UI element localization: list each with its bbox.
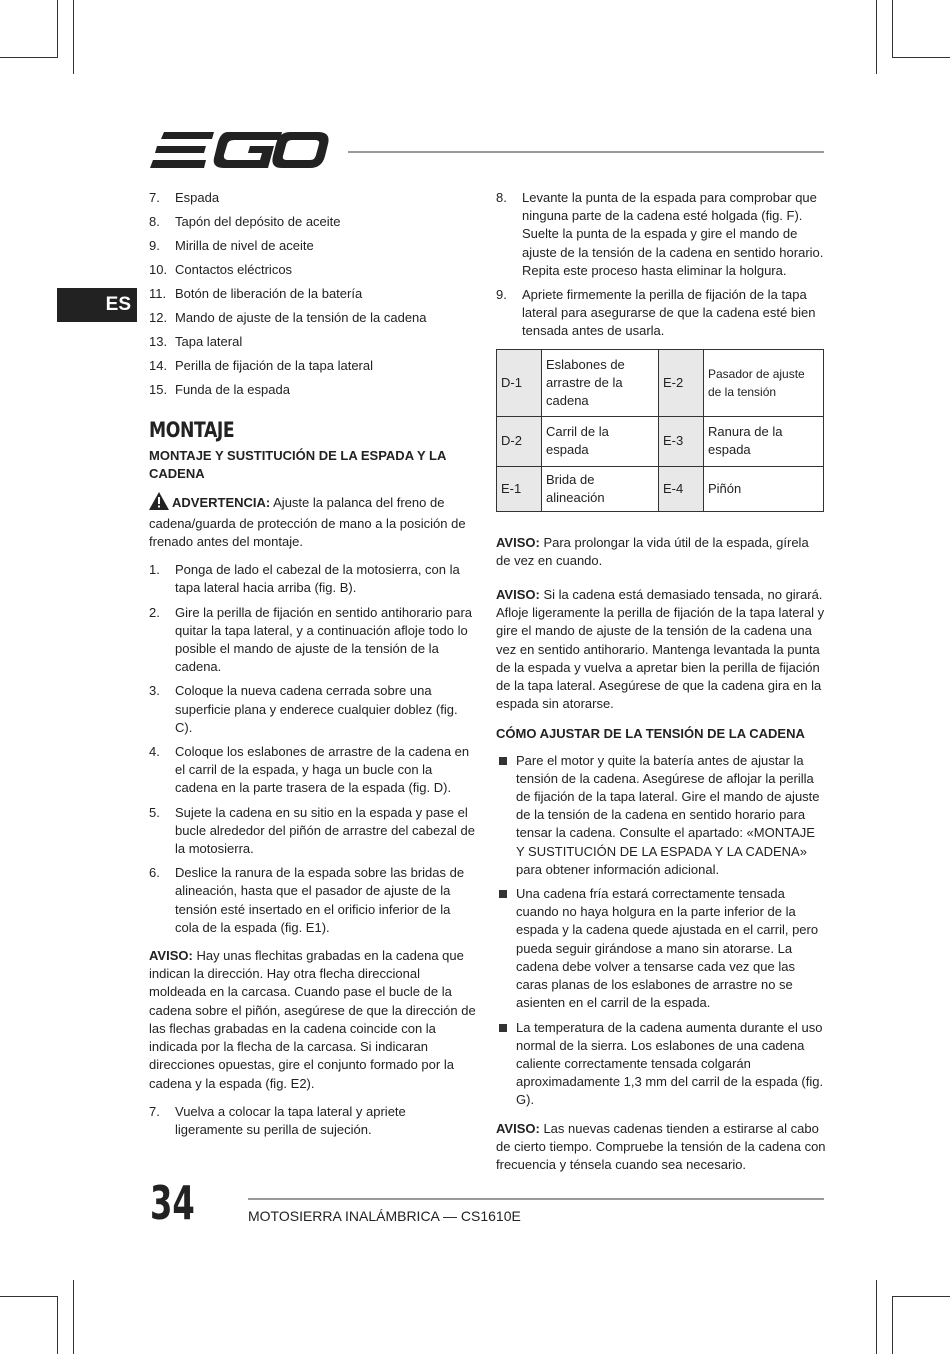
list-item: 10. Contactos eléctricos	[149, 262, 293, 277]
list-item: 8. Levante la punta de la espada para comprobar que ninguna parte de la cadena esté holgada (fig. F). Suelte la punta de la espada y gire el mando de ajuste de la tensión de la cadena en sentido horario. Repita este proceso hasta eliminar la holgura.	[496, 190, 824, 278]
subsection-title: MONTAJE Y SUSTITUCIÓN DE LA ESPADA Y LA CADENA	[149, 448, 446, 482]
tension-bullets	[496, 752, 826, 1110]
footer-rule	[248, 1198, 824, 1200]
warning-icon	[149, 492, 169, 515]
crop-mark	[73, 0, 74, 74]
list-item: 6. Deslice la ranura de la espada sobre las bridas de alineación, hasta que el pasador de ajuste de la tensión esté insertado en el orificio inferior de la cola de la espada (fig. E1).	[149, 865, 465, 935]
section-title: MONTAJE	[149, 418, 235, 442]
list-item: Una cadena fría estará correctamente tensada cuando no haya holgura en la parte inferior de la espada y la cadena quede ajustada en el carril, pero pueda seguir girándose a mano sin atorarse. La cadena debe volver a tensarse cada vez que las caras planas de los eslabones de arrastre no se asienten en el carril de la espada.	[496, 885, 826, 1012]
table-row: E-1 Brida de alineación E-4 Piñón	[497, 466, 824, 511]
right-column	[496, 189, 826, 1184]
ego-logo	[150, 130, 330, 175]
crop-mark	[892, 0, 893, 58]
table-row: D-2 Carril de la espada E-3 Ranura de la espada	[497, 416, 824, 466]
list-item: 12. Mando de ajuste de la tensión de la cadena	[149, 310, 427, 325]
list-item: La temperatura de la cadena aumenta durante el uso normal de la sierra. Los eslabones de una cadena caliente correctamente tensada colgarán aproximadamente 1,3 mm del carril de la espada (fig. G).	[496, 1019, 826, 1110]
list-item: 5. Sujete la cadena en su sitio en la espada y pase el bucle alrededor del piñón de arrastre del cabezal de la motosierra.	[149, 804, 475, 857]
list-item: 2. Gire la perilla de fijación en sentido antihorario para quitar la tapa lateral, y a continuación afloje todo lo posible el mando de ajuste de la tensión de la cadena.	[149, 604, 473, 675]
crop-mark	[892, 1296, 950, 1297]
list-item: 9. Apriete firmemente la perilla de fijación de la tapa lateral para asegurarse de que la cadena esté bien tensada antes de usarla.	[496, 287, 816, 339]
header-rule	[348, 151, 824, 153]
bullet-icon	[499, 1024, 507, 1032]
list-item: Pare el motor y quite la batería antes de ajustar la tensión de la cadena. Asegúrese de aflojar la perilla de fijación de la tapa lateral. Gire el mando de ajuste de la tensión de la cadena en sentido horario para tensar la cadena. Consulte el apartado: «MONTAJE Y SUSTITUCIÓN DE LA ESPADA Y LA CADENA» para obtener información adicional.	[496, 752, 826, 879]
crop-mark	[876, 1280, 877, 1354]
notice-paragraph: AVISO: Para prolongar la vida útil de la espada, gírela de vez en cuando.	[496, 534, 809, 568]
crop-mark	[0, 1296, 58, 1297]
notice-paragraph: AVISO: Hay unas flechitas grabadas en la cadena que indican la dirección. Hay otra flecha direccional moldeada en la carcasa. Cuando pase el bucle de la cadena sobre el piñón, asegúrese de que la dirección de las flechas grabadas en la cadena coincide con la indicada por la flecha de la carcasa. Si indicaran direcciones opuestas, gire el conjunto formado por la cadena y la espada (fig. E2).	[149, 948, 476, 1091]
notice-paragraph: AVISO: Las nuevas cadenas tienden a estirarse al cabo de cierto tiempo. Compruebe la tensión de la cadena con frecuencia y ténsela cuando sea necesario.	[496, 1120, 826, 1172]
crop-mark	[0, 57, 58, 58]
parts-legend-table	[496, 349, 824, 512]
crop-mark	[876, 0, 877, 74]
warning-paragraph: ADVERTENCIA: Ajuste la palanca del freno de cadena/guarda de protección de mano a la posición de frenado antes del montaje.	[149, 492, 477, 552]
subsection-title: CÓMO AJUSTAR DE LA TENSIÓN DE LA CADENA	[496, 726, 805, 742]
list-item: 15. Funda de la espada	[149, 382, 290, 397]
crop-mark	[892, 57, 950, 58]
bullet-icon	[499, 757, 507, 765]
crop-mark	[57, 0, 58, 58]
left-column	[149, 189, 477, 1145]
list-item: 13. Tapa lateral	[149, 334, 243, 349]
list-item: 14. Perilla de fijación de la tapa lateral	[149, 358, 374, 373]
footer-title: MOTOSIERRA INALÁMBRICA — CS1610E	[248, 1208, 521, 1224]
list-item: 8. Tapón del depósito de aceite	[149, 214, 341, 229]
crop-mark	[892, 1296, 893, 1354]
list-item: 7. Espada	[149, 190, 220, 205]
list-item: 11. Botón de liberación de la batería	[149, 286, 363, 301]
language-tab: ES	[57, 288, 137, 322]
list-item: 4. Coloque los eslabones de arrastre de la cadena en el carril de la espada, y haga un bucle con la cadena en la parte trasera de la espada (fig. D).	[149, 744, 470, 796]
assembly-steps-right	[496, 189, 826, 341]
list-item: 9. Mirilla de nivel de aceite	[149, 238, 314, 253]
crop-mark	[57, 1296, 58, 1354]
list-item: 3. Coloque la nueva cadena cerrada sobre una superficie plana y enderece cualquier doblez (fig. C).	[149, 683, 458, 735]
parts-list	[149, 189, 477, 405]
table-row: D-1 Eslabones de arrastre de la cadena E-2 Pasador de ajuste de la tensión	[497, 349, 824, 416]
page-number: 34	[150, 1176, 195, 1230]
list-item: 7. Vuelva a colocar la tapa lateral y apriete ligeramente su perilla de sujeción.	[149, 1103, 406, 1137]
notice-paragraph: AVISO: Si la cadena está demasiado tensada, no girará. Afloje ligeramente la perilla de fijación de la tapa lateral y gire el mando de ajuste de la tensión de la cadena una vez en sentido antihorario. Mantenga levantada la punta de la espada y vuelva a apretar bien la perilla de fijación de la tapa lateral. Asegúrese de que la cadena gira en la espada sin atorarse.	[496, 587, 825, 712]
assembly-steps	[149, 561, 477, 937]
assembly-steps-cont	[149, 1103, 477, 1139]
list-item: 1. Ponga de lado el cabezal de la motosierra, con la tapa lateral hacia arriba (fig. B).	[149, 562, 460, 596]
crop-mark	[73, 1280, 74, 1354]
bullet-icon	[499, 890, 507, 898]
